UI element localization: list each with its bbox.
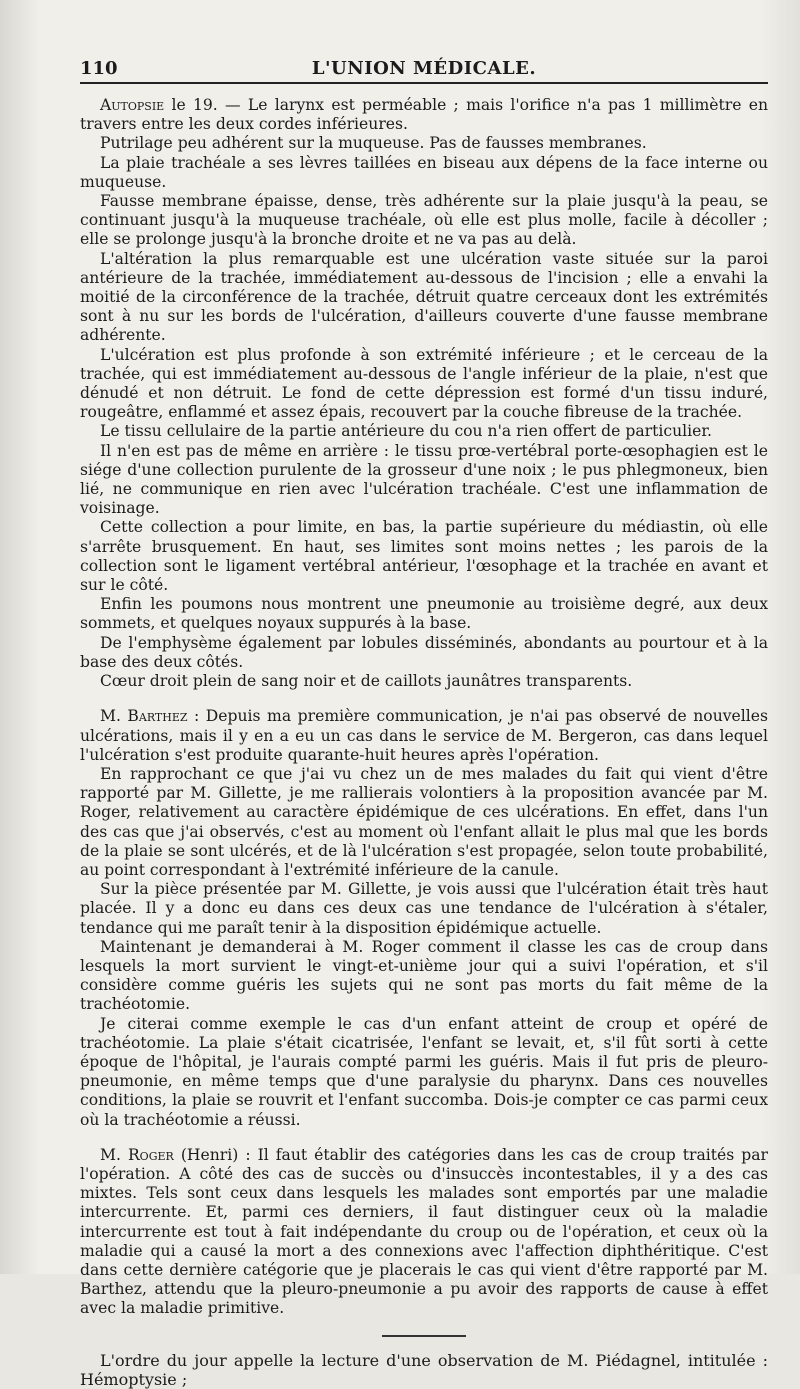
paragraph-spacer [80, 1130, 768, 1146]
body-paragraph [80, 634, 768, 672]
body-paragraph [80, 518, 768, 595]
paragraph-text: Cœur droit plein de sang noir et de caillots jaunâtres transparents. [100, 672, 633, 691]
speaker-name: M. Roger [100, 1145, 174, 1164]
body-paragraph [80, 880, 768, 938]
section-divider [382, 1335, 466, 1337]
paragraph-text: Cette collection a pour limite, en bas, la partie supérieure du médiastin, où elle s'arrête brusquement. En haut, ses limites sont moins nettes ; les parois de la collection sont le ligament vertébral antérieur, l'œsophage et la trachée en avant et sur le côté. [80, 518, 768, 595]
paragraph-text: Il n'en est pas de même en arrière : le tissu prœ-vertébral porte-œsophagien est le siége d'une collection purulente de la grosseur d'une noix ; le pus phlegmoneux, bien lié, ne communique en rien avec l'ulcération trachéale. C'est une inflammation de voisinage. [80, 441, 768, 518]
paragraph-text: L'altération la plus remarquable est une ulcération vaste située sur la paroi antérieure de la trachée, immédiatement au-dessous de l'incision ; elle a envahi la moitié de la circonférence de la trachée, détruit quatre cerceaux dont les extrémités sont à nu sur les bords de l'ulcération, d'ailleurs couverte d'une fausse membrane adhérente. [80, 249, 768, 345]
paragraph-spacer [80, 691, 768, 707]
body-paragraph [80, 192, 768, 250]
page-header [80, 52, 768, 84]
body-paragraph [80, 442, 768, 519]
paragraph-text: De l'emphysème également par lobules disséminés, abondants au pourtour et à la base des deux côtés. [80, 633, 768, 671]
body-paragraph [80, 134, 768, 153]
paragraph-text: Fausse membrane épaisse, dense, très adhérente sur la plaie jusqu'à la peau, se continuant jusqu'à la muqueuse trachéale, où elle est plus molle, facile à décoller ; elle se prolonge jusqu'à la bronche droite et ne va pas au delà. [80, 192, 768, 249]
paragraph-text: : Depuis ma première communication, je n'ai pas observé de nouvelles ulcérations, mais il y en a eu un cas dans le service de M. Bergeron, cas dans lequel l'ulcération s'est produite quarante-huit heures après l'opération. [80, 707, 768, 764]
body-paragraph [80, 938, 768, 1015]
paragraph-text: Je citerai comme exemple le cas d'un enfant atteint de croup et opéré de trachéotomie. La plaie s'était cicatrisée, l'enfant se levait, et, s'il fût sorti à cette époque de l'hôpital, je l'aurais compté parmi les guéris. Mais il fut pris de pleuro-pneumonie, en même temps que d'une paralysie du pharynx. Dans ces nouvelles conditions, la plaie se rouvrit et l'enfant succomba. Dois-je compter ce cas parmi ceux où la trachéotomie a réussi. [80, 1014, 768, 1129]
paragraph-text: Sur la pièce présentée par M. Gillette, je vois aussi que l'ulcération était très haut placée. Il y a donc eu dans ces deux cas une tendance de l'ulcération à s'étaler, tendance qui me paraît tenir à la disposition épidémique actuelle. [80, 880, 768, 937]
paragraph-text: Maintenant je demanderai à M. Roger comment il classe les cas de croup dans lesquels la mort survient le vingt-et-unième jour qui a suivi l'opération, et s'il considère comme guéris les sujets qui ne sont pas morts du fait même de la trachéotomie. [80, 937, 768, 1014]
paragraph-text: En rapprochant ce que j'ai vu chez un de mes malades du fait qui vient d'être rapporté par M. Gillette, je me rallierais volontiers à la proposition avancée par M. Roger, relativement au caractère épidémique de ces ulcérations. En effet, dans l'un des cas que j'ai observés, c'est au moment où l'enfant allait le plus mal que les bords de la plaie se sont ulcérés, et de là l'ulcération s'est propagée, selon toute probabilité, au point correspondant à l'extrémité inférieure de la canule. [80, 764, 768, 879]
body-paragraph [80, 250, 768, 346]
paragraph-text: (Henri) : Il faut établir des catégories dans les cas de croup traités par l'opération. A côté des cas de succès ou d'insuccès incontestables, il y a des cas mixtes. Tels sont ceux dans lesquels les malades sont emportés par une maladie intercurrente. Et, parmi ces derniers, il faut distinguer ceux où la maladie intercurrente est tout à fait indépendante du croup ou de l'opération, et ceux où la maladie qui a causé la mort a des connexions avec l'affection diphthéritique. C'est dans cette dernière catégorie que je placerais le cas qui vient d'être rapporté par M. Barthez, attendu que la pleuro-pneumonie a pu avoir des rapports de cause à effet avec la maladie primitive. [80, 1145, 768, 1318]
running-title: L'UNION MÉDICALE. [311, 58, 537, 79]
speaker-name: M. Barthez [100, 707, 188, 726]
page-number: 110 [80, 58, 118, 79]
body-paragraph [80, 154, 768, 192]
body-paragraph [80, 595, 768, 633]
paragraph-text: Le tissu cellulaire de la partie antérieure du cou n'a rien offert de particulier. [100, 422, 713, 441]
article-body [80, 96, 768, 1319]
body-paragraph [80, 422, 768, 441]
body-paragraph [80, 765, 768, 880]
body-paragraph [80, 1146, 768, 1319]
paragraph-text: La plaie trachéale a ses lèvres taillées en biseau aux dépens de la face interne ou muqueuse. [80, 153, 768, 191]
body-paragraph [80, 96, 768, 134]
speaker-name: Autopsie [100, 96, 165, 114]
body-paragraph [80, 1015, 768, 1130]
paragraph-text: L'ulcération est plus profonde à son extrémité inférieure ; et le cerceau de la trachée, qui est immédiatement au-dessous de l'angle inférieur de la plaie, n'est que dénudé et non détruit. Le fond de cette dépression est formé d'un tissu induré, rougeâtre, enflammé et assez épais, recouvert par la couche fibreuse de la trachée. [80, 345, 768, 422]
body-paragraph [80, 672, 768, 691]
paragraph-text: Putrilage peu adhérent sur la muqueuse. Pas de fausses membranes. [100, 134, 647, 153]
agenda-note [80, 1351, 768, 1389]
body-paragraph [80, 707, 768, 765]
agenda-paragraph: L'ordre du jour appelle la lecture d'une observation de M. Piédagnel, intitulée : Hémoptysie ; [80, 1350, 768, 1389]
body-paragraph [80, 346, 768, 423]
paragraph-text: le 19. — Le larynx est perméable ; mais l'orifice n'a pas 1 millimètre en travers entre les deux cordes inférieures. [80, 96, 768, 134]
paragraph-text: Enfin les poumons nous montrent une pneumonie au troisième degré, aux deux sommets, et quelques noyaux suppurés à la base. [80, 595, 768, 633]
